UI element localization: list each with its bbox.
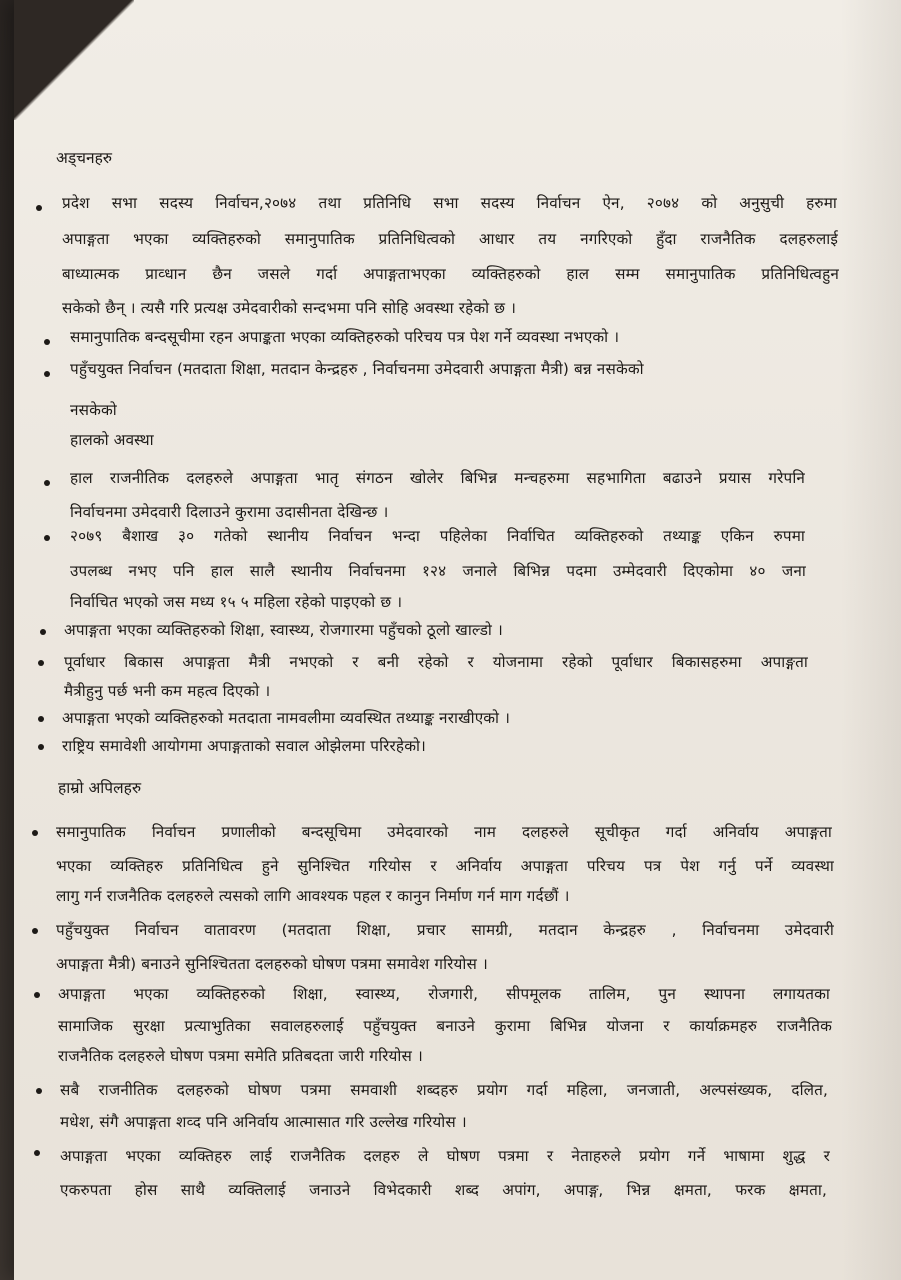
appeal-4-line-2: मधेश, संगै अपाङ्गता शव्द पनि अनिर्वाय आत्मासात गरि उल्लेख गरियोस । (60, 1113, 467, 1131)
appeal-2-line-1: पहुँचयुक्त निर्वाचन वातावरण (मतदाता शिक्षा, प्रचार सामग्री, मतदान केन्द्रहरु , निर्वाचनमा उमेदवारी (56, 921, 834, 939)
status-1-line-1: हाल राजनीतिक दलहरुले अपाङ्गता भातृ संगठन खोलेर बिभिन्न मन्चहरुमा सहभागिता बढाउने प्रयास गरेपनि (70, 469, 805, 487)
heading-our-appeals: हाम्रो अपिलहरु (58, 779, 142, 797)
bullet-dot (38, 660, 44, 666)
bullet-dot (34, 1150, 40, 1156)
appeal-3-line-2: सामाजिक सुरक्षा प्रत्याभुतिका सवालहरुलाई पहुँचयुक्त बनाउने कुरामा बिभिन्न योजना र कार्याक्रमहरु राजनैतिक (58, 1017, 832, 1035)
bullet-dot (36, 205, 42, 211)
bullet-dot (40, 629, 46, 635)
appeal-1-line-1: समानुपातिक निर्वाचन प्रणालीको बन्दसूचिमा उमेदवारको नाम दलहरुले सूचीकृत गर्दा अनिर्वाय अपाङ्गता (56, 823, 832, 841)
stray-line: नसकेको (70, 401, 117, 419)
appeal-2-line-2: अपाङ्गता मैत्री) बनाउने सुनिश्चितता दलहरुको घोषण पत्रमा समावेश गरियोस । (56, 955, 488, 973)
challenge-1-line-4: सकेको छैन् । त्यसै गरि प्रत्यक्ष उमेदवारीको सन्दभमा पनि सोहि अवस्था रहेको छ । (62, 299, 517, 317)
heading-challenges: अड्चनहरु (56, 149, 113, 167)
status-6-line-1: राष्ट्रिय समावेशी आयोगमा अपाङ्गताको सवाल ओझेलमा परिरहेको। (62, 737, 426, 755)
bullet-dot (32, 928, 38, 934)
status-1-line-2: निर्वाचनमा उमेदवारी दिलाउने कुरामा उदासीनता देखिन्छ । (70, 503, 389, 521)
paper-shading (841, 0, 901, 1280)
bullet-dot (44, 480, 50, 486)
challenge-1-line-1: प्रदेश सभा सदस्य निर्वाचन,२०७४ तथा प्रतिनिधि सभा सदस्य निर्वाचन ऐन, २०७४ को अनुसुची हरुमा (62, 194, 837, 212)
bullet-dot (38, 716, 44, 722)
bullet-dot (44, 371, 50, 377)
challenge-1-line-2: अपाङ्गता भएका व्यक्तिहरुको समानुपातिक प्रतिनिधित्वको आधार तय नगरिएको हुँदा राजनैतिक दलहरुलाई (62, 230, 838, 248)
challenge-1-line-3: बाध्यात्मक प्राव्धान छैन जसले गर्दा अपाङ्गताभएका व्यक्तिहरुको हाल सम्म समानुपातिक प्रतिनिधित्वहुन (62, 265, 839, 283)
bullet-dot (38, 744, 44, 750)
status-4-line-2: मैत्रीहुनु पर्छ भनी कम महत्व दिएको । (64, 682, 271, 700)
document-page (14, 0, 901, 1280)
appeal-4-line-1: सबै राजनीतिक दलहरुको घोषण पत्रमा समवाशी शब्दहरु प्रयोग गर्दा महिला, जनजाती, अल्पसंख्यक, दलित, (60, 1081, 828, 1099)
status-5-line-1: अपाङ्गता भएको व्यक्तिहरुको मतदाता नामवलीमा व्यवस्थित तथ्याङ्क नराखीएको । (62, 709, 511, 727)
heading-current-status: हालको अवस्था (70, 431, 154, 449)
status-2-line-1: २०७९ बैशाख ३० गतेको स्थानीय निर्वाचन भन्दा पहिलेका निर्वाचित व्यक्तिहरुको तथ्याङ्क एकिन रुपमा (70, 527, 805, 545)
page-corner-fold (14, 0, 134, 120)
bullet-dot (44, 339, 50, 345)
appeal-5-line-1: अपाङ्गता भएका व्यक्तिहरु लाई राजनैतिक दलहरु ले घोषण पत्रमा र नेताहरुले प्रयोग गर्ने भाषामा शुद्ध र (60, 1147, 830, 1165)
bullet-dot (36, 1088, 42, 1094)
appeal-1-line-3: लागु गर्न राजनैतिक दलहरुले त्यसको लागि आवश्यक पहल र कानुन निर्माण गर्न माग गर्दछौं । (56, 887, 570, 905)
appeal-3-line-3: राजनैतिक दलहरुले घोषण पत्रमा समेति प्रतिबदता जारी गरियोस । (58, 1047, 423, 1065)
challenge-2-line-1: समानुपातिक बन्दसूचीमा रहन अपाङ्कता भएका व्यक्तिहरुको परिचय पत्र पेश गर्ने व्यवस्था नभएको । (70, 328, 620, 346)
bullet-dot (44, 535, 50, 541)
status-3-line-1: अपाङ्गता भएका व्यक्तिहरुको शिक्षा, स्वास्थ्य, रोजगारमा पहुँचको ठूलो खाल्डो । (64, 621, 503, 639)
bullet-dot (34, 992, 40, 998)
status-4-line-1: पूर्वाधार बिकास अपाङ्गता मैत्री नभएको र बनी रहेको र योजनामा रहेको पूर्वाधार बिकासहरुमा अपाङ्गता (64, 653, 808, 671)
status-2-line-2: उपलब्ध नभए पनि हाल सालै स्थानीय निर्वाचनमा १२४ जनाले बिभिन्न पदमा उम्मेदवारी दिएकोमा ४० जना (70, 562, 806, 580)
bullet-dot (32, 830, 38, 836)
appeal-3-line-1: अपाङ्गता भएका व्यक्तिहरुको शिक्षा, स्वास्थ्य, रोजगारी, सीपमूलक तालिम, पुन स्थापना लगायतका (58, 985, 830, 1003)
appeal-5-line-2: एकरुपता होस साथै व्यक्तिलाई जनाउने विभेदकारी शब्द अपांग, अपाङ्ग, भिन्न क्षमता, फरक क्षमता, (60, 1181, 827, 1199)
challenge-3-line-1: पहुँचयुक्त निर्वाचन (मतदाता शिक्षा, मतदान केन्द्रहरु , निर्वाचनमा उमेदवारी अपाङ्गता मैत्री) बन्न नसकेको (70, 360, 644, 378)
appeal-1-line-2: भएका व्यक्तिहरु प्रतिनिधित्व हुने सुनिश्चित गरियोस र अनिर्वाय अपाङ्गता परिचय पत्र पेश गर्नु पर्ने व्यवस्था (56, 857, 834, 875)
status-2-line-3: निर्वाचित भएको जस मध्य १५ ५ महिला रहेको पाइएको छ । (70, 593, 403, 611)
